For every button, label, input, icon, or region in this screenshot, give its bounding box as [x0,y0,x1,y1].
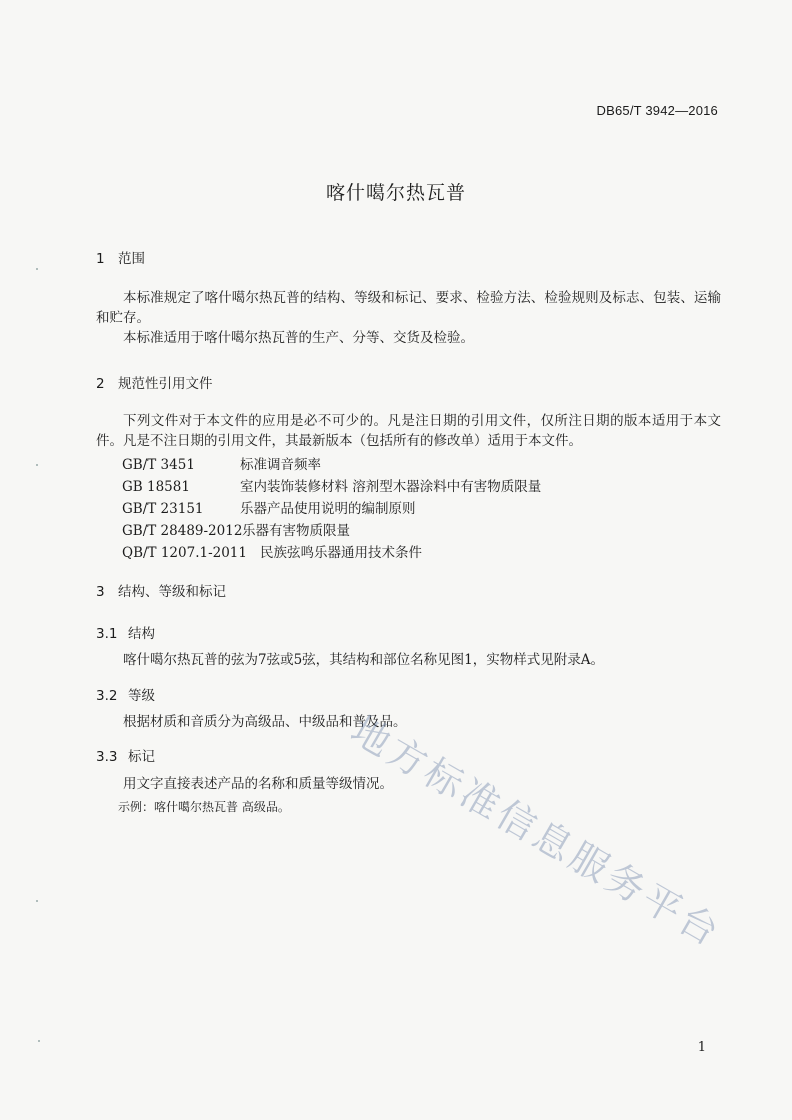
scan-speck [36,268,38,270]
page-number: 1 [697,1040,706,1055]
subsection-number: 3.1 [96,626,118,642]
section-title: 规范性引用文件 [118,376,213,392]
subsection-title: 标记 [128,749,155,765]
reference-code: GB/T 3451 [122,457,195,473]
section-number: 1 [96,251,105,267]
section-number: 3 [96,584,105,600]
scan-speck [38,1040,40,1042]
normative-intro: 下列文件对于本文件的应用是必不可少的。凡是注日期的引用文件，仅所注日期的版本适用于本文件。凡是不注日期的引用文件，其最新版本（包括所有的修改单）适用于本文件。 [96,413,721,449]
subsection-3-3-heading [96,745,155,765]
section-title: 结构、等级和标记 [118,584,226,600]
subsection-title: 等级 [128,688,155,704]
section-number: 2 [96,376,105,392]
section-1-heading [96,247,145,267]
document-title: 喀什噶尔热瓦普 [325,182,466,204]
subsection-number: 3.3 [96,749,118,765]
reference-item [122,519,350,539]
subsection-3-1-heading [96,622,155,642]
subsection-title: 结构 [128,626,155,642]
section-3-heading [96,580,226,600]
marking-text: 用文字直接表述产品的名称和质量等级情况。 [123,776,393,792]
reference-code: GB/T 28489-2012 [122,523,243,539]
reference-code: GB/T 23151 [122,501,204,517]
reference-title: 室内装饰装修材料 溶剂型木器涂料中有害物质限量 [240,479,542,495]
reference-item [122,497,416,517]
scan-speck [36,900,38,902]
scope-paragraph-1: 本标准规定了喀什噶尔热瓦普的结构、等级和标记、要求、检验方法、检验规则及标志、包装、运输和贮存。 [96,290,721,326]
section-2-heading [96,372,213,392]
scan-speck [36,464,38,466]
section-title: 范围 [118,251,145,267]
reference-title: 标准调音频率 [240,457,321,473]
reference-title: 乐器产品使用说明的编制原则 [240,501,416,517]
subsection-3-2-heading [96,684,155,704]
document-code: DB65/T 3942—2016 [596,103,718,118]
watermark-text: 地方标准信息服务平台 [343,707,730,956]
scope-paragraph-2: 本标准适用于喀什噶尔热瓦普的生产、分等、交货及检验。 [123,330,474,346]
reference-code: GB 18581 [122,479,190,495]
reference-item [122,453,321,473]
reference-title: 乐器有害物质限量 [242,523,350,539]
structure-text: 喀什噶尔热瓦普的弦为7弦或5弦，其结构和部位名称见图1，实物样式见附录A。 [123,652,605,668]
reference-code: QB/T 1207.1-2011 [122,545,247,561]
reference-item [122,541,422,561]
grade-text: 根据材质和音质分为高级品、中级品和普及品。 [123,714,407,730]
marking-example: 示例：喀什噶尔热瓦普 高级品。 [118,800,290,814]
subsection-number: 3.2 [96,688,118,704]
reference-title: 民族弦鸣乐器通用技术条件 [260,545,422,561]
reference-item [122,475,541,495]
